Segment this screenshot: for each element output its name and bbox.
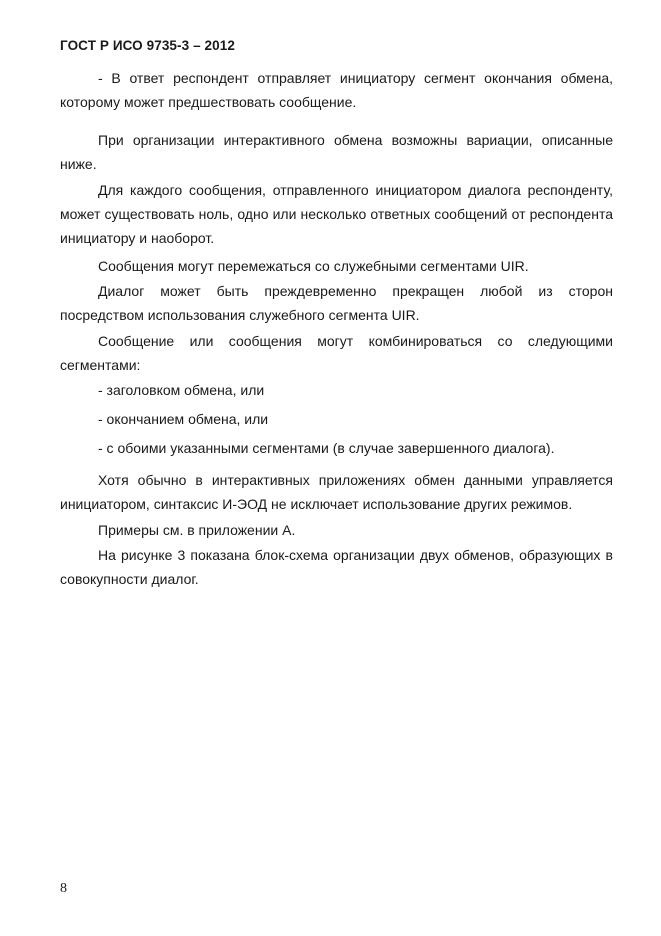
- paragraph-dialog-termination: Диалог может быть преждевременно прекращен любой из сторон посредством использования служебного сегмента UIR.: [60, 283, 613, 323]
- list-item-exchange-trailer: - окончанием обмена, или: [98, 411, 269, 427]
- list-item-exchange-header: - заголовком обмена, или: [98, 382, 265, 398]
- paragraph-control-modes: Хотя обычно в интерактивных приложениях обмен данными управляется инициатором, синтаксис И-ЭОД не исключает использование других режимов.: [60, 472, 613, 512]
- paragraph-examples-reference: Примеры см. в приложении А.: [98, 522, 296, 538]
- paragraph-figure-reference: На рисунке 3 показана блок-схема организации двух обменов, образующих в совокупности диалог.: [60, 547, 613, 587]
- paragraph-uir-interleave: Сообщения могут перемежаться со служебными сегментами UIR.: [98, 258, 529, 274]
- list-item-both-segments: - с обоими указанными сегментами (в случае завершенного диалога).: [98, 440, 555, 456]
- paragraph-segment-combination: Сообщение или сообщения могут комбинироваться со следующими сегментами:: [60, 333, 613, 373]
- paragraph-message-replies: Для каждого сообщения, отправленного инициатором диалога респонденту, может существовать ноль, одно или несколько ответных сообщений от респондента инициатору и наоборот.: [60, 182, 613, 246]
- document-header: ГОСТ Р ИСО 9735-3 – 2012: [60, 38, 235, 53]
- paragraph-response-segment: - В ответ респондент отправляет инициатору сегмент окончания обмена, которому может предшествовать сообщение.: [60, 70, 613, 110]
- page-number: 8: [60, 881, 67, 896]
- paragraph-variations: При организации интерактивного обмена возможны вариации, описанные ниже.: [60, 132, 613, 172]
